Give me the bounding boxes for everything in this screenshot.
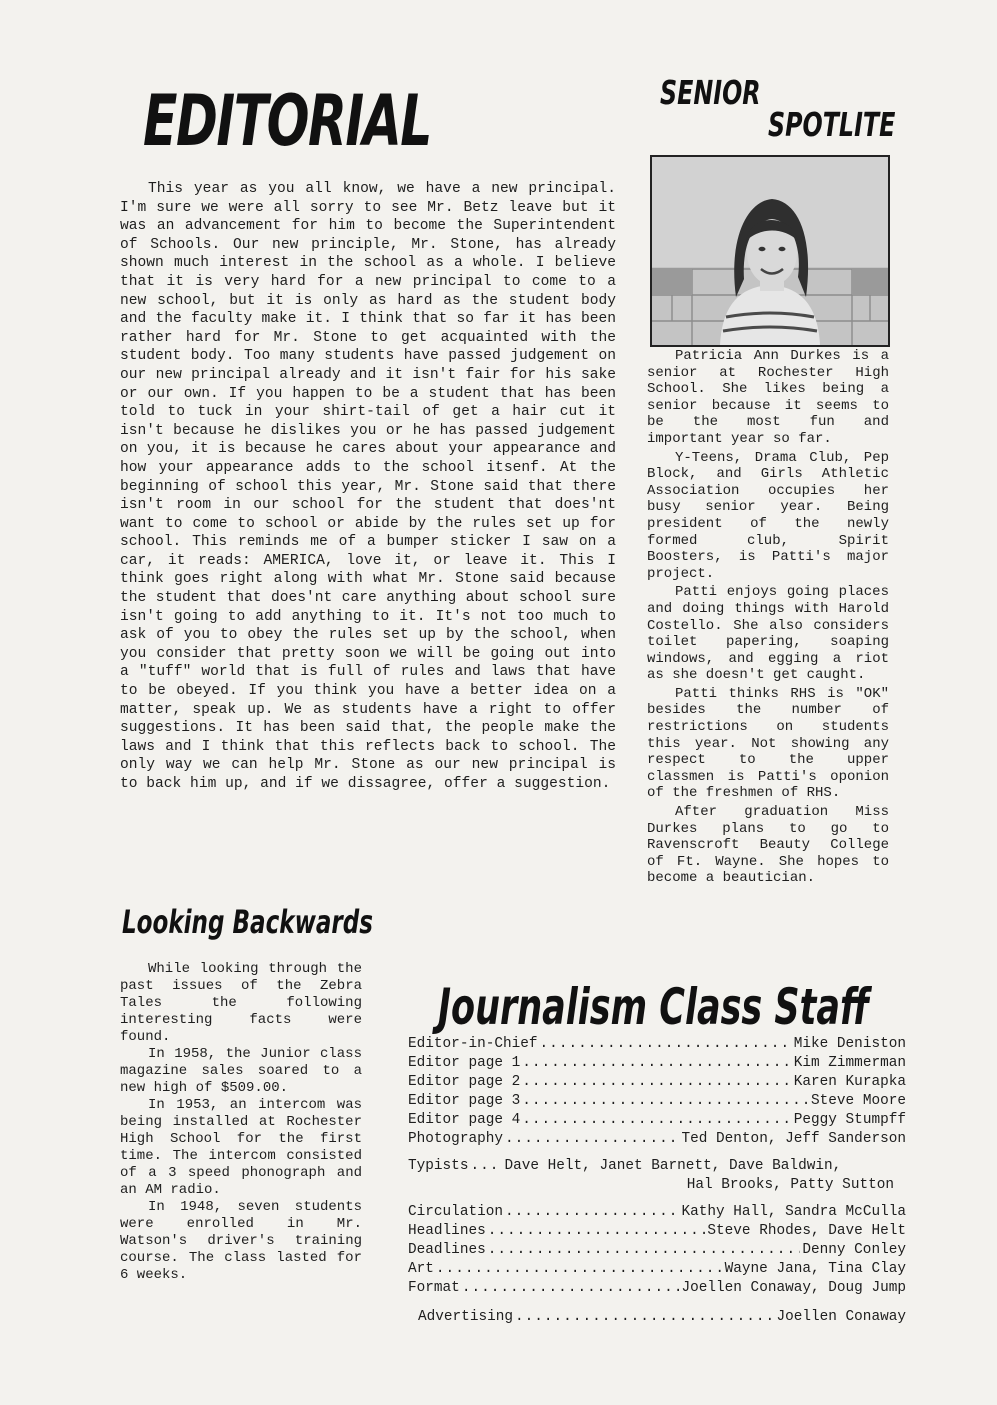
staff-names: Kim Zimmerman — [793, 1055, 906, 1071]
staff-role: Circulation — [408, 1204, 503, 1220]
staff-role: Photography — [408, 1131, 503, 1147]
senior-spotlite-title-line1: SENIOR — [660, 73, 761, 112]
staff-names: Steve Rhodes, Dave Helt — [707, 1223, 906, 1239]
spotlite-paragraph: Y-Teens, Drama Club, Pep Block, and Girls Athletic Association occupies her busy senior year. Being president of the newly formed club, Spirit Boosters, is Patti's major project. — [647, 449, 889, 582]
staff-row — [408, 1036, 906, 1055]
staff-role: Advertising — [418, 1309, 513, 1325]
staff-role: Editor page 3 — [408, 1093, 521, 1109]
staff-row — [408, 1055, 906, 1074]
backwards-paragraph: In 1958, the Junior class magazine sales soared to a new high of $509.00. — [120, 1046, 362, 1096]
staff-role: Editor page 2 — [408, 1074, 521, 1090]
senior-portrait-photo — [650, 155, 890, 347]
staff-row — [408, 1309, 906, 1328]
backwards-paragraph: While looking through the past issues of the Zebra Tales the following interesting facts were found. — [120, 961, 362, 1045]
staff-names: Ted Denton, Jeff Sanderson — [681, 1131, 906, 1147]
staff-names: Peggy Stumpff — [793, 1112, 906, 1128]
senior-spotlite-body — [647, 348, 889, 889]
staff-row — [408, 1131, 906, 1150]
staff-role: Editor page 1 — [408, 1055, 521, 1071]
staff-row — [408, 1223, 906, 1242]
staff-row — [408, 1242, 906, 1261]
senior-spotlite-title-line2: SPOTLITE — [768, 105, 896, 144]
spotlite-paragraph: Patricia Ann Durkes is a senior at Rochester High School. She likes being a senior because it seems to be the most fun and important year so far. — [647, 348, 889, 447]
staff-role: Art — [408, 1261, 434, 1277]
staff-names: Joellen Conaway, Doug Jump — [681, 1280, 906, 1296]
staff-row — [408, 1093, 906, 1112]
editorial-paragraph: This year as you all know, we have a new principal. I'm sure we were all sorry to see Mr. Betz leave but it was an advancement for him to become the Superintendent of Schools. Our new principle, Mr. Stone, has already shown much interest in the school as a whole. I believe that it is very hard for a new principal to come to a new school, but it is only as hard as the student body and the faculty make it. I think that so far it has been rather hard for Mr. Stone to get acquainted with the student body. Too many students have passed judgement on our new principal already and it isn't fair for his sake or our own. If you happen to be a student that has been told to tuck in your shirt-tail of get a hair cut it isn't because he dislikes you or he has passed judgement on you, it is because he cares about your appearance and how your appearance adds to the school itsenf. At the beginning of school this year, Mr. Stone said that there isn't room in our school for the student that does'nt want to come to school or abide by the rules set up for school. This reminds me of a bumper sticker I saw on a car, it reads: AMERICA, love it, or leave it. This I think goes right along with what Mr. Stone said because the student that does'nt care anything about school sure isn't going to add anything to it. It's not too much to ask of you to obey the rules set up by the school, when you consider that pretty soon we will be going out into a "tuff" world that is full of rules and laws that have to be obeyed. If you think you have a better idea on a matter, speak up. We as students have a right to offer suggestions. It has been said that, the people make the laws and I think that this reflects back to school. The only way we can help Mr. Stone as our new principal is to back him up, and if we dissagree, offer a suggestion. — [120, 181, 616, 792]
staff-title: Journalism Class Staff — [438, 978, 870, 1036]
staff-role: Editor-in-Chief — [408, 1036, 538, 1052]
staff-row — [408, 1158, 906, 1177]
staff-row — [408, 1112, 906, 1131]
staff-names: Steve Moore — [811, 1093, 906, 1109]
spotlite-paragraph: After graduation Miss Durkes plans to go to Ravenscroft Beauty College of Ft. Wayne. She hopes to become a beautician. — [647, 804, 889, 887]
staff-names: Wayne Jana, Tina Clay — [724, 1261, 906, 1277]
editorial-body — [120, 180, 616, 794]
spotlite-paragraph: Patti enjoys going places and doing things with Harold Costello. She also considers toilet papering, soaping windows, and egging a riot as she doesn't get caught. — [647, 584, 889, 684]
staff-names: Mike Deniston — [793, 1036, 906, 1052]
portrait-illustration — [652, 157, 888, 345]
staff-names: Kathy Hall, Sandra McCulla — [681, 1204, 906, 1220]
staff-row — [408, 1204, 906, 1223]
staff-row — [408, 1261, 906, 1280]
staff-names: Dave Helt, Janet Barnett, Dave Baldwin, — [504, 1158, 842, 1174]
staff-list — [408, 1036, 906, 1328]
backwards-paragraph: In 1948, seven students were enrolled in Mr. Watson's driver's training course. The class lasted for 6 weeks. — [120, 1199, 362, 1283]
staff-role: Editor page 4 — [408, 1112, 521, 1128]
staff-row — [408, 1074, 906, 1093]
looking-backwards-body — [120, 961, 362, 1284]
backwards-paragraph: In 1953, an intercom was being installed at Rochester High School for the first time. The intercom consisted of a 3 speed phonograph and an AM radio. — [120, 1097, 362, 1198]
staff-row — [408, 1280, 906, 1299]
staff-role: Typists — [408, 1158, 469, 1174]
staff-role: Format — [408, 1280, 460, 1296]
staff-names: Denny Conley — [802, 1242, 906, 1258]
staff-role: Headlines — [408, 1223, 486, 1239]
staff-role: Deadlines — [408, 1242, 486, 1258]
spotlite-paragraph: Patti thinks RHS is "OK" besides the number of restrictions on students this year. Not showing any respect to the upper classmen is Patti's oponion of the freshmen of RHS. — [647, 685, 889, 802]
staff-names: Joellen Conaway — [776, 1309, 906, 1325]
looking-backwards-title: Looking Backwards — [122, 903, 373, 941]
editorial-title: EDITORIAL — [143, 80, 431, 162]
staff-names: Karen Kurapka — [793, 1074, 906, 1090]
staff-names-continued: Hal Brooks, Patty Sutton — [686, 1177, 894, 1193]
